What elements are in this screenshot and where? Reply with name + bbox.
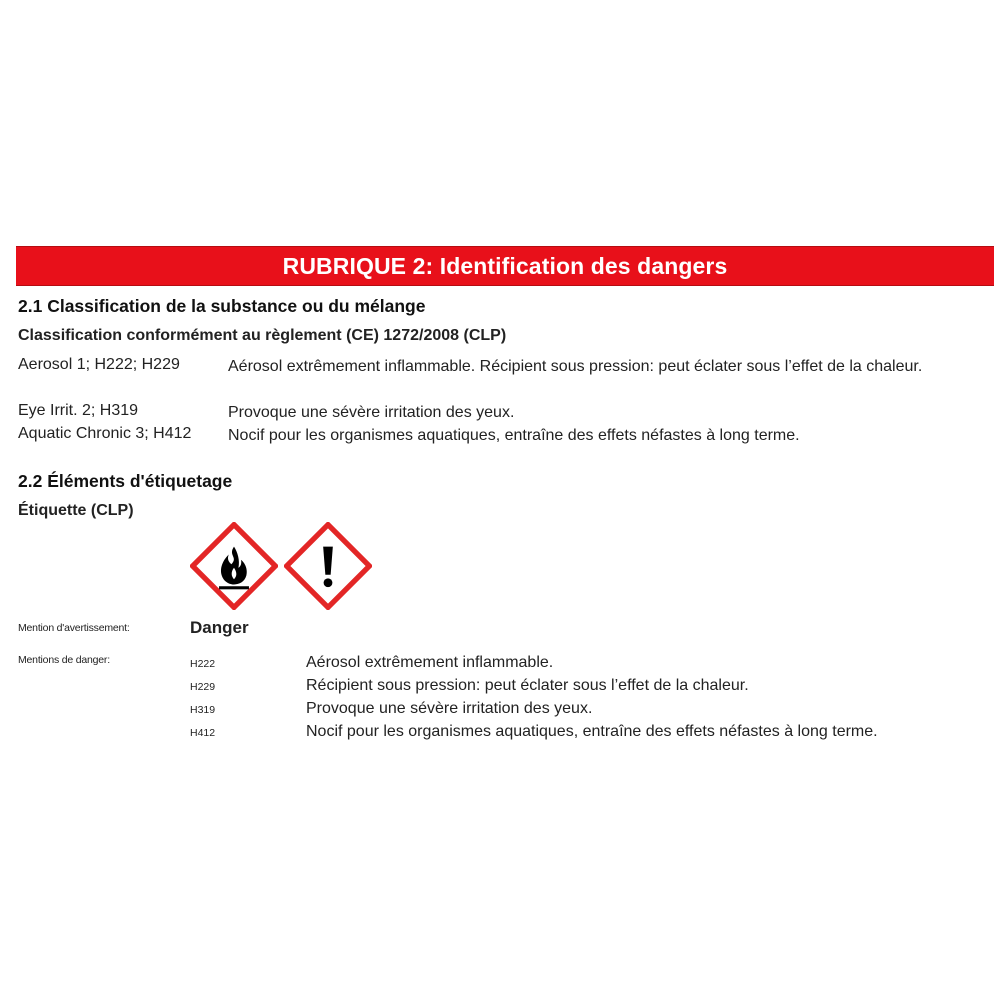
hazard-code: H319	[190, 704, 216, 716]
hazard-code: H222	[190, 658, 216, 670]
exclamation-mark-pictogram-icon	[284, 522, 372, 610]
classification-code: Aerosol 1; H222; H229	[18, 356, 180, 373]
heading-2-2: 2.2 Éléments d'étiquetage	[18, 471, 233, 491]
heading-2-1: 2.1 Classification de la substance ou du mélange	[18, 296, 426, 316]
hazard-statement: Aérosol extrêmement inflammable.	[306, 654, 554, 671]
classification-code: Aquatic Chronic 3; H412	[18, 425, 192, 442]
hazard-statement: Provoque une sévère irritation des yeux.	[306, 700, 593, 717]
classification-code: Eye Irrit. 2; H319	[18, 402, 139, 419]
signal-word-label: Mention d'avertissement:	[18, 622, 130, 634]
classification-description: Aérosol extrêmement inflammable. Récipient sous pression: peut éclater sous l’effet de la chaleur.	[228, 358, 923, 375]
signal-word: Danger	[190, 618, 249, 637]
hazard-statement: Nocif pour les organismes aquatiques, entraîne des effets néfastes à long terme.	[306, 723, 878, 740]
hazard-pictograms	[190, 522, 372, 610]
classification-description: Provoque une sévère irritation des yeux.	[228, 404, 515, 421]
hazard-code: H229	[190, 681, 216, 693]
classification-description: Nocif pour les organismes aquatiques, entraîne des effets néfastes à long terme.	[228, 427, 800, 444]
subheading-clp-classification: Classification conformément au règlement (CE) 1272/2008 (CLP)	[18, 327, 507, 344]
flame-pictogram-icon	[190, 522, 278, 610]
section-title: RUBRIQUE 2: Identification des dangers	[282, 252, 728, 279]
section-banner	[16, 246, 994, 286]
subheading-clp-label: Étiquette (CLP)	[18, 502, 134, 519]
hazard-code: H412	[190, 727, 216, 739]
hazard-statements-label: Mentions de danger:	[18, 654, 110, 666]
hazard-statement: Récipient sous pression: peut éclater sous l’effet de la chaleur.	[306, 677, 749, 694]
